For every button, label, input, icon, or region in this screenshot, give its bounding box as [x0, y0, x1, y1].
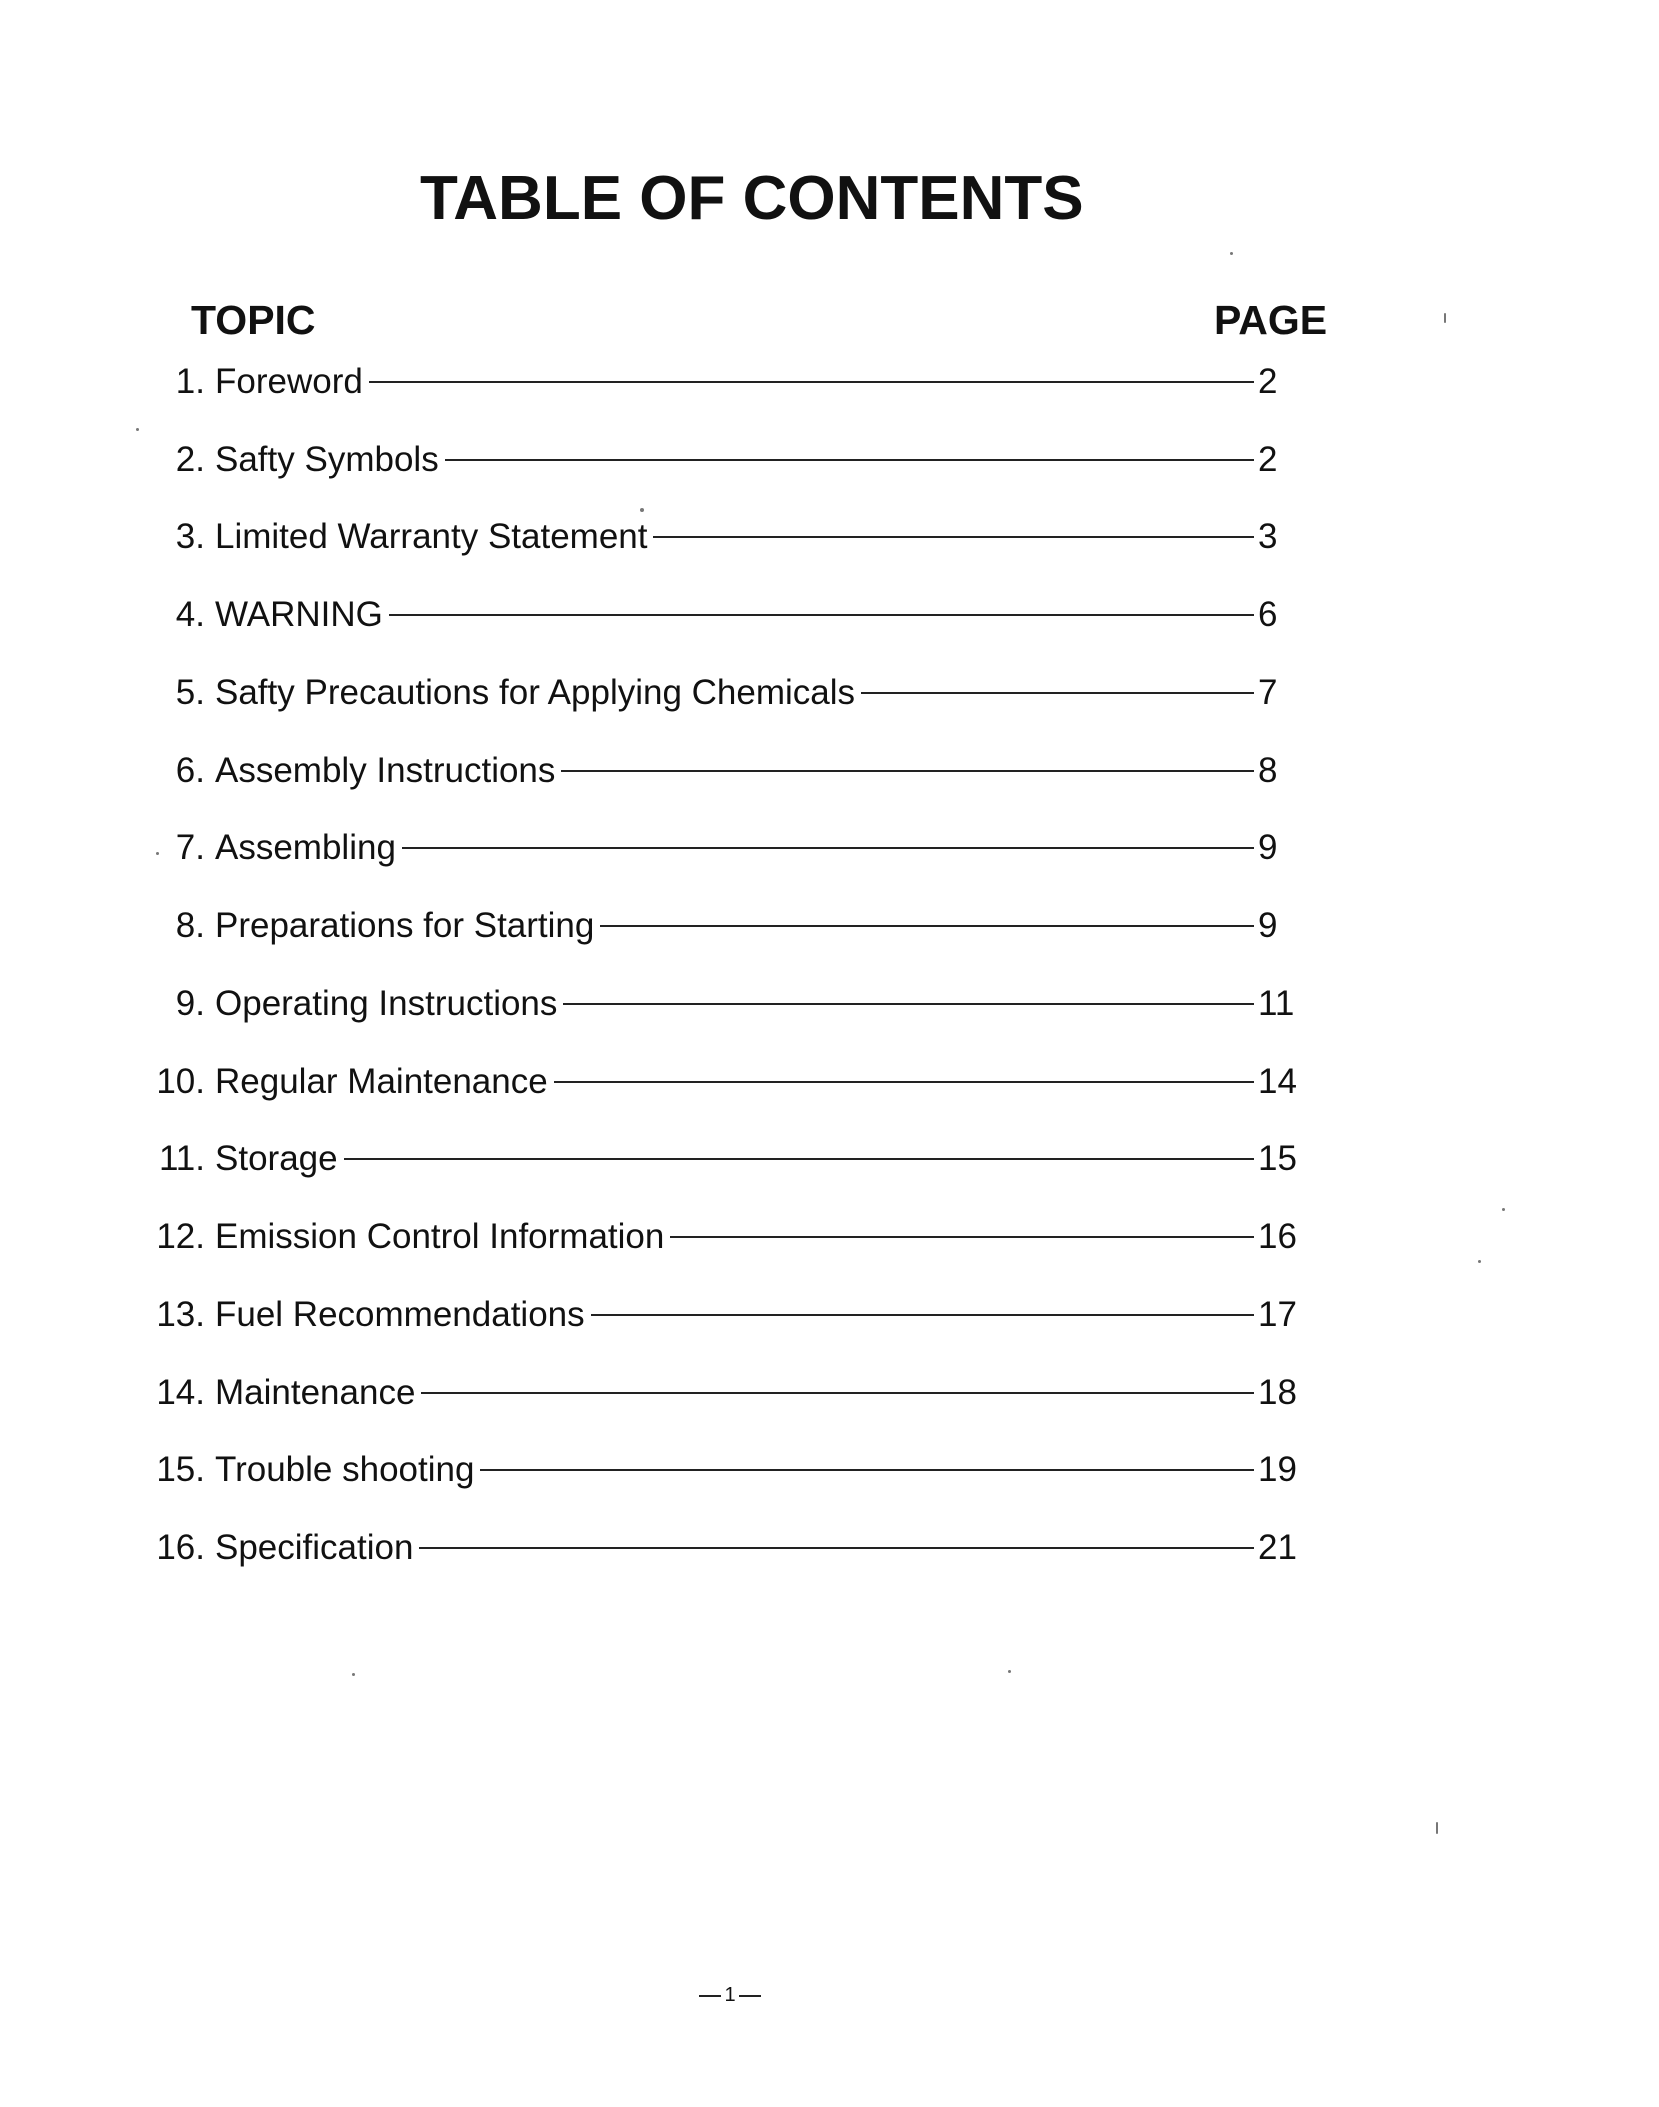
toc-leader-line [591, 1314, 1254, 1316]
toc-item-number: 6. [175, 750, 205, 790]
toc-item [0, 1522, 1659, 1572]
toc-item-label: Foreword [215, 361, 363, 401]
toc-leader-line [445, 459, 1254, 461]
scan-speck [1230, 252, 1233, 255]
scan-speck [1436, 1822, 1438, 1834]
toc-item [0, 356, 1659, 406]
toc-item-page: 21 [1258, 1527, 1297, 1567]
toc-leader-line [369, 381, 1254, 383]
toc-item-label: Preparations for Starting [215, 905, 595, 945]
toc-item-page: 9 [1258, 905, 1278, 945]
scan-speck [1444, 313, 1446, 323]
toc-item-label: Safty Precautions for Applying Chemicals [215, 672, 856, 712]
scan-speck [1478, 1260, 1481, 1263]
toc-item-number: 11. [158, 1138, 205, 1178]
toc-leader-line [561, 770, 1254, 772]
toc-item-page: 11 [1258, 983, 1295, 1023]
toc-leader-line [861, 692, 1254, 694]
toc-item-label: Safty Symbols [215, 439, 439, 479]
toc-item-label: Maintenance [215, 1372, 416, 1412]
toc-item-number: 14. [156, 1372, 205, 1412]
toc-item-page: 7 [1258, 672, 1278, 712]
toc-item-label: WARNING [215, 594, 383, 634]
toc-leader-line [600, 925, 1254, 927]
toc-leader-line [554, 1081, 1254, 1083]
toc-item [0, 1211, 1659, 1261]
toc-item [0, 1056, 1659, 1106]
toc-leader-line [389, 614, 1254, 616]
toc-item-page: 16 [1258, 1216, 1297, 1256]
toc-item-number: 2. [175, 439, 205, 479]
page-number [690, 1985, 770, 2005]
toc-item [0, 745, 1659, 795]
toc-item-number: 3. [175, 516, 205, 556]
toc-item-number: 12. [156, 1216, 205, 1256]
toc-item-label: Specification [215, 1527, 414, 1567]
toc-item-label: Storage [215, 1138, 338, 1178]
toc-item [0, 434, 1659, 484]
toc-item-page: 2 [1258, 361, 1278, 401]
scan-speck [136, 428, 139, 431]
toc-item-number: 16. [156, 1527, 205, 1567]
toc-item [0, 667, 1659, 717]
scan-speck [1502, 1208, 1505, 1211]
toc-item-number: 13. [156, 1294, 205, 1334]
toc-item-label: Assembly Instructions [215, 750, 556, 790]
toc-item-page: 19 [1258, 1449, 1297, 1489]
scan-speck [352, 1673, 355, 1676]
toc-item-label: Limited Warranty Statement [215, 516, 648, 556]
page-title: TABLE OF CONTENTS [420, 164, 1084, 233]
toc-item-page: 9 [1258, 827, 1278, 867]
toc-item-page: 8 [1258, 750, 1278, 790]
scan-speck [640, 508, 644, 512]
toc-item [0, 589, 1659, 639]
toc-item [0, 1367, 1659, 1417]
page-number-dash-right [739, 1995, 761, 1997]
toc-item-number: 15. [156, 1449, 205, 1489]
page-number-dash-left [699, 1995, 721, 1997]
toc-item-label: Fuel Recommendations [215, 1294, 585, 1334]
toc-item-page: 6 [1258, 594, 1278, 634]
toc-item-number: 9. [175, 983, 205, 1023]
toc-item-number: 4. [175, 594, 205, 634]
toc-item-label: Regular Maintenance [215, 1061, 548, 1101]
scan-speck [1008, 1670, 1011, 1673]
toc-item-page: 2 [1258, 439, 1278, 479]
toc-leader-line [670, 1236, 1254, 1238]
toc-item-number: 8. [175, 905, 205, 945]
toc-leader-line [419, 1547, 1254, 1549]
page-column-header: PAGE [1214, 297, 1328, 343]
toc-item-number: 1. [175, 361, 205, 401]
toc-item [0, 1133, 1659, 1183]
toc-leader-line [344, 1158, 1254, 1160]
toc-item [0, 511, 1659, 561]
toc-item [0, 900, 1659, 950]
toc-item-number: 7. [175, 827, 205, 867]
toc-leader-line [653, 536, 1254, 538]
toc-item-label: Emission Control Information [215, 1216, 665, 1256]
toc-item-page: 15 [1258, 1138, 1297, 1178]
toc-leader-line [563, 1003, 1254, 1005]
toc-item [0, 1444, 1659, 1494]
toc-item-page: 3 [1258, 516, 1278, 556]
toc-item-number: 10. [156, 1061, 205, 1101]
toc-item-page: 18 [1258, 1372, 1297, 1412]
toc-item-label: Trouble shooting [215, 1449, 475, 1489]
toc-item [0, 1289, 1659, 1339]
toc-leader-line [480, 1469, 1254, 1471]
topic-column-header: TOPIC [191, 297, 316, 343]
page-number-value: 1 [724, 1984, 736, 2006]
scan-speck [156, 852, 159, 855]
toc-item-label: Assembling [215, 827, 396, 867]
toc-item [0, 822, 1659, 872]
toc-item [0, 978, 1659, 1028]
toc-item-label: Operating Instructions [215, 983, 558, 1023]
toc-item-page: 14 [1258, 1061, 1297, 1101]
toc-item-page: 17 [1258, 1294, 1297, 1334]
toc-leader-line [421, 1392, 1254, 1394]
toc-leader-line [402, 847, 1254, 849]
toc-item-number: 5. [175, 672, 205, 712]
